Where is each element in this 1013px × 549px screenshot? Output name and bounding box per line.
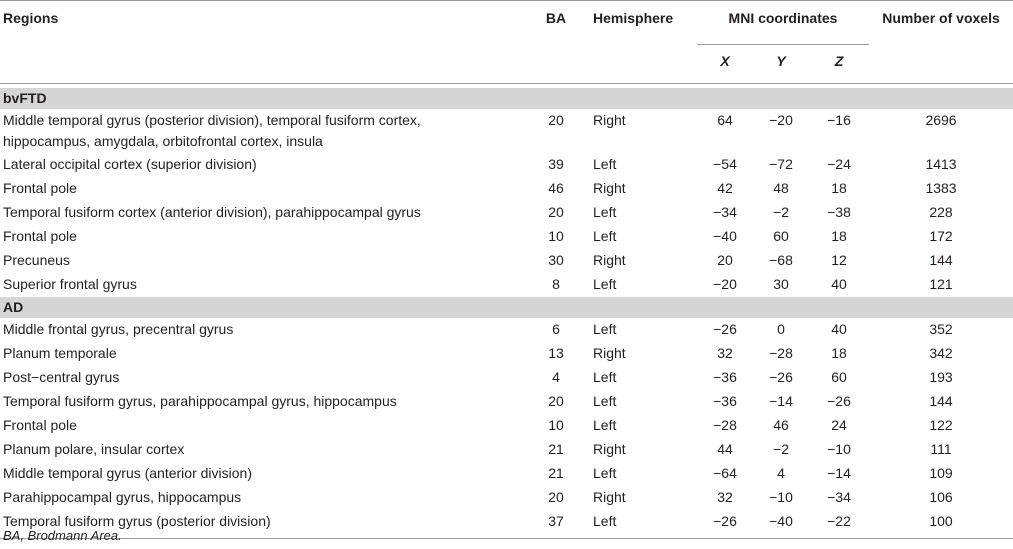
y-cell: −72 [769,156,793,172]
hemisphere-cell: Left [593,369,617,385]
table-footnote: BA, Brodmann Area. [3,528,122,543]
voxels-cell: 352 [929,321,953,337]
hemisphere-cell: Right [593,489,626,505]
ba-cell: 8 [552,276,560,292]
header-y: Y [753,45,809,84]
hemisphere-cell: Left [593,465,617,481]
voxels-cell: 1383 [925,180,957,196]
y-cell: −10 [769,489,793,505]
hemisphere-cell: Left [593,276,617,292]
table-row [0,414,1013,438]
y-cell: −28 [769,345,793,361]
region-cell: Frontal pole [3,180,77,196]
ba-cell: 20 [548,204,564,220]
voxels-cell: 2696 [925,112,957,128]
voxels-cell: 111 [930,441,952,457]
ba-cell: 4 [552,369,560,385]
ba-cell: 20 [548,393,564,409]
group-header-row [0,88,1013,109]
x-cell: 32 [717,345,733,361]
x-cell: −26 [697,510,753,539]
header-ba: BA [530,1,582,45]
voxels-cell: 144 [929,252,953,268]
y-cell: 0 [777,321,785,337]
table-row [0,366,1013,390]
y-cell: −20 [769,112,793,128]
ba-cell: 6 [552,321,560,337]
ba-cell: 30 [548,252,564,268]
y-cell: 48 [773,180,789,196]
x-cell: −26 [713,321,737,337]
x-cell: 32 [717,489,733,505]
y-cell: 4 [777,465,785,481]
z-cell: −10 [827,441,851,457]
z-cell: 18 [831,345,847,361]
ba-cell: 10 [548,417,564,433]
region-cell: Temporal fusiform gyrus (posterior division) [0,510,530,539]
x-cell: 44 [717,441,733,457]
header-hemisphere: Hemisphere [582,1,697,45]
voxels-cell: 121 [929,276,953,292]
region-cell: Post−central gyrus [3,369,120,385]
region-cell: Middle temporal gyrus (anterior division) [3,465,252,481]
hemisphere-cell: Right [593,441,626,457]
y-cell: −40 [753,510,809,539]
hemisphere-cell: Left [593,417,617,433]
z-cell: −22 [809,510,869,539]
ba-cell: 21 [548,441,564,457]
voxels-cell: 144 [929,393,953,409]
region-cell: Temporal fusiform cortex (anterior division), parahippocampal gyrus [3,204,421,220]
group-header-row [0,297,1013,318]
x-cell: 20 [717,252,733,268]
y-cell: −26 [769,369,793,385]
voxels-cell: 1413 [925,156,957,172]
x-cell: −40 [713,228,737,244]
hemisphere-cell: Left [582,510,697,539]
ba-cell: 46 [548,180,564,196]
table-row [0,249,1013,273]
hemisphere-cell: Right [593,180,626,196]
voxels-cell: 122 [929,417,953,433]
y-cell: −14 [769,393,793,409]
region-cell: Middle frontal gyrus, precentral gyrus [3,321,234,337]
table-row [0,510,1013,539]
ba-cell: 37 [530,510,582,539]
region-line: Middle temporal gyrus (posterior division), temporal fusiform cortex, [3,112,421,128]
ba-cell: 20 [548,112,564,128]
table-row [0,177,1013,201]
ba-cell: 21 [548,465,564,481]
x-cell: −28 [713,417,737,433]
hemisphere-cell: Left [593,228,617,244]
hemisphere-cell: Left [593,321,617,337]
header-number-of-voxels: Number of voxels [869,1,1013,45]
z-cell: −26 [827,393,851,409]
ba-cell: 10 [548,228,564,244]
z-cell: −24 [827,156,851,172]
voxels-cell: 193 [929,369,953,385]
table-row [0,318,1013,342]
z-cell: −34 [827,489,851,505]
header-x: X [697,45,753,84]
x-cell: −20 [713,276,737,292]
region-cell: Frontal pole [3,417,77,433]
voxels-cell: 109 [929,465,953,481]
voxels-cell: 106 [929,489,953,505]
x-cell: 64 [717,112,733,128]
group-label-ad: AD [0,297,1013,318]
region-cell: Lateral occipital cortex (superior division) [3,156,257,172]
y-cell: −2 [773,441,789,457]
table-row [0,201,1013,225]
z-cell: −38 [827,204,851,220]
region-cell: Temporal fusiform gyrus, parahippocampal gyrus, hippocampus [3,393,397,409]
ba-cell: 39 [548,156,564,172]
region-cell: Parahippocampal gyrus, hippocampus [3,489,242,505]
header-mni-coordinates: MNI coordinates [697,1,869,45]
region-cell: Frontal pole [3,228,77,244]
x-cell: −34 [713,204,737,220]
header-z: Z [809,45,869,84]
region-cell: Precuneus [3,252,70,268]
table-row [0,273,1013,297]
table-row [0,486,1013,510]
table-row [0,153,1013,177]
y-cell: 60 [773,228,789,244]
hemisphere-cell: Right [593,345,626,361]
z-cell: −14 [827,465,851,481]
z-cell: 24 [831,417,847,433]
z-cell: 40 [831,321,847,337]
voxels-cell: 172 [929,228,953,244]
voxels-cell: 228 [929,204,953,220]
y-cell: −68 [769,252,793,268]
hemisphere-cell: Left [593,204,617,220]
region-line: hippocampus, amygdala, orbitofrontal cortex, insula [3,133,323,149]
table-row [0,438,1013,462]
voxels-cell: 100 [869,510,1013,539]
table-row [0,225,1013,249]
voxels-cell: 342 [929,345,953,361]
x-cell: 42 [717,180,733,196]
region-cell: Superior frontal gyrus [3,276,137,292]
z-cell: 18 [831,180,847,196]
x-cell: −36 [713,393,737,409]
z-cell: 60 [831,369,847,385]
y-cell: 46 [773,417,789,433]
y-cell: 30 [773,276,789,292]
hemisphere-cell: Left [593,393,617,409]
table-row [0,462,1013,486]
x-cell: −54 [713,156,737,172]
y-cell: −2 [773,204,789,220]
ba-cell: 20 [548,489,564,505]
x-cell: −64 [713,465,737,481]
region-cell: Planum temporale [3,345,117,361]
ba-cell: 13 [548,345,564,361]
region-cell: Planum polare, insular cortex [3,441,185,457]
group-label-bvftd: bvFTD [0,88,1013,109]
region-cell [0,109,530,153]
hemisphere-cell: Right [593,252,626,268]
z-cell: 12 [831,252,847,268]
x-cell: −36 [713,369,737,385]
table-row [0,342,1013,366]
hemisphere-cell: Left [593,156,617,172]
z-cell: 40 [831,276,847,292]
table-row [0,390,1013,414]
z-cell: −16 [827,112,851,128]
header-regions: Regions [0,1,530,45]
hemisphere-cell: Right [593,112,626,128]
table-row [0,109,1013,153]
z-cell: 18 [831,228,847,244]
